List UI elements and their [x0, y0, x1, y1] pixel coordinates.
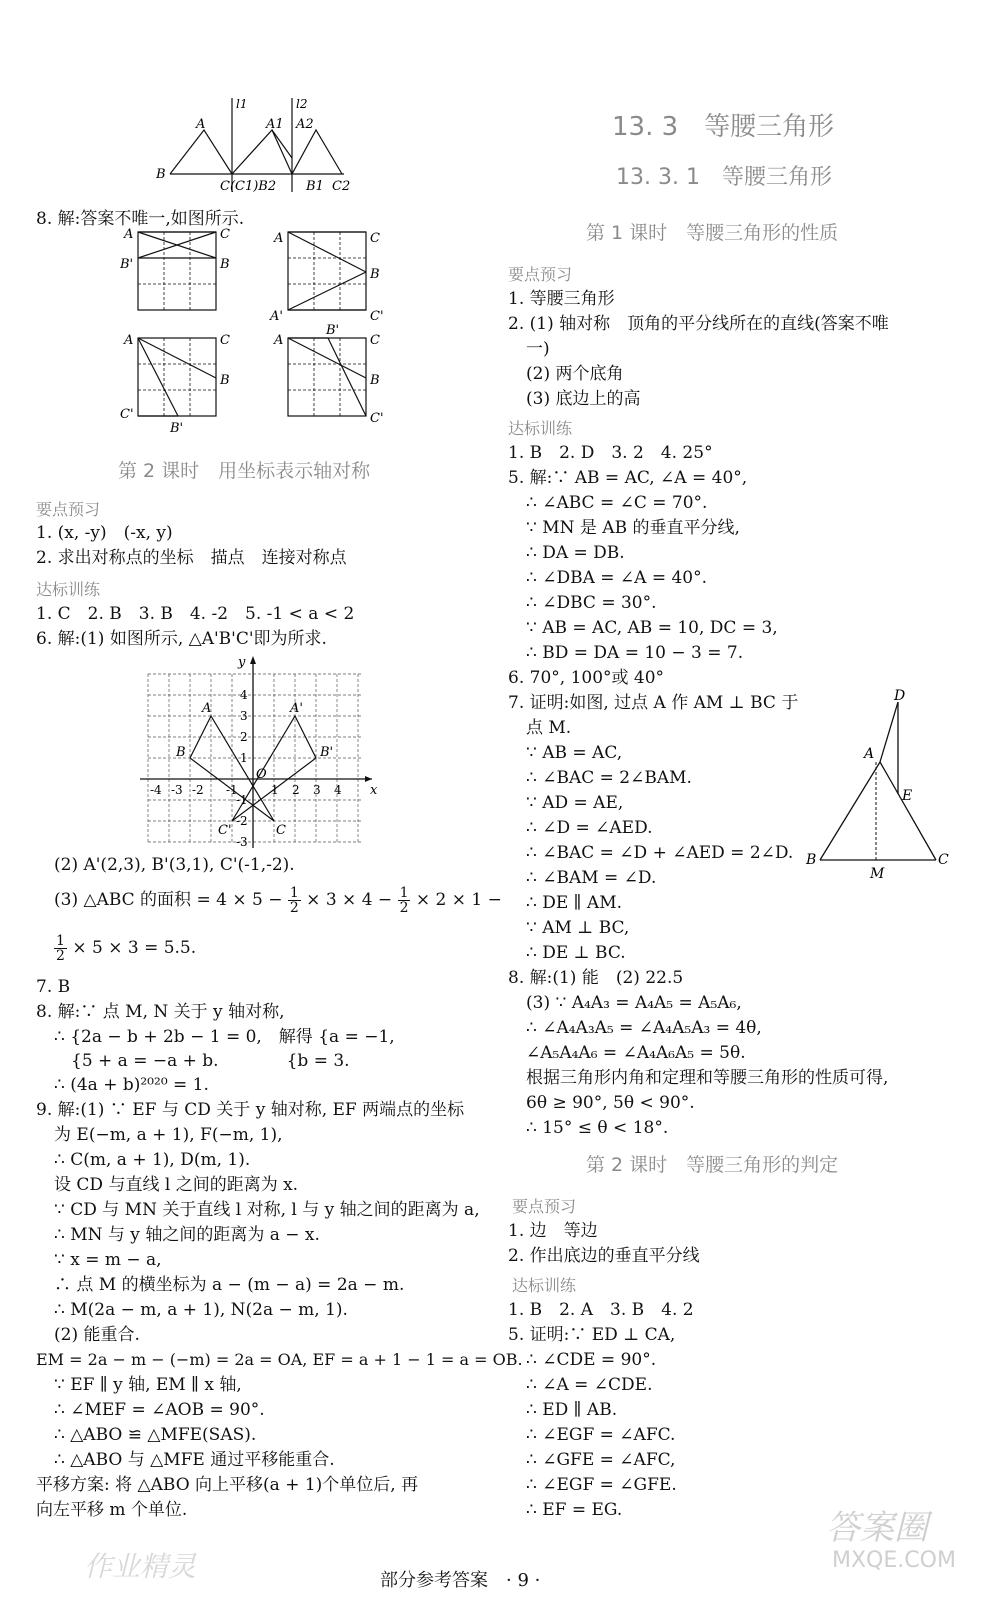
svg-text:B: B: [220, 257, 230, 272]
svg-text:B: B: [806, 852, 817, 868]
svg-text:B: B: [220, 373, 230, 388]
section-title-lesson2: 第 2 课时 用坐标表示轴对称: [118, 460, 371, 482]
svg-text:2: 2: [240, 730, 248, 744]
svg-text:A: A: [274, 333, 284, 348]
watermark-brand: 答案圈: [826, 1508, 928, 1548]
svg-text:B': B': [170, 421, 184, 436]
label-dabiao: 达标训练: [36, 580, 101, 599]
label-C: C(C1)B2: [220, 179, 277, 194]
svg-text:A: A: [864, 746, 875, 762]
svg-text:B': B': [326, 323, 340, 338]
svg-text:E: E: [902, 788, 913, 804]
svg-text:A: A: [124, 333, 134, 348]
svg-text:y: y: [238, 655, 246, 670]
section-title: 13. 3. 1 等腰三角形: [616, 165, 832, 190]
svg-text:1: 1: [240, 751, 248, 765]
svg-text:C: C: [370, 333, 380, 348]
label-l2: l2: [296, 97, 308, 111]
page-footer: 部分参考答案 · 9 ·: [380, 1570, 541, 1591]
svg-text:-3: -3: [236, 835, 248, 848]
label-A: A: [196, 117, 206, 132]
svg-text:A: A: [202, 701, 212, 716]
svg-text:A: A: [124, 228, 134, 242]
label-A1: A1: [266, 117, 284, 132]
chapter-title: 13. 3 等腰三角形: [612, 112, 835, 142]
svg-text:-4: -4: [150, 783, 162, 797]
svg-text:A: A: [274, 231, 284, 246]
label-yaodian: 要点预习: [36, 500, 101, 519]
svg-text:C': C': [370, 411, 384, 426]
svg-text:A': A': [270, 309, 283, 324]
lesson-title-1: 第 1 课时 等腰三角形的性质: [586, 222, 839, 244]
isosceles-triangle-figure: [798, 686, 958, 884]
svg-text:B: B: [370, 267, 380, 282]
label-B: B: [156, 167, 166, 182]
symmetry-figure: [156, 92, 406, 200]
svg-text:C': C': [370, 309, 384, 324]
svg-text:C': C': [218, 823, 232, 838]
svg-text:C: C: [220, 228, 230, 242]
svg-text:-1: -1: [226, 783, 238, 797]
svg-text:C: C: [220, 333, 230, 348]
svg-text:3: 3: [240, 709, 248, 723]
fraction-half: $\frac{1}{2}$: [399, 885, 409, 916]
svg-text:C: C: [370, 231, 380, 246]
fraction-half: $\frac{1}{2}$: [289, 885, 299, 916]
svg-text:3: 3: [313, 783, 321, 797]
lesson-title-2: 第 2 课时 等腰三角形的判定: [586, 1154, 839, 1176]
coordinate-figure: [140, 652, 390, 848]
svg-text:B: B: [176, 745, 186, 760]
svg-text:-1: -1: [236, 793, 248, 807]
svg-text:C': C': [120, 407, 134, 422]
svg-text:O: O: [256, 767, 267, 782]
svg-text:-3: -3: [171, 783, 183, 797]
q6-area-line: (3) △ABC 的面积 = 4 × 5 − $\frac{1}{2}$ × 3 × 4 − $\frac{1}{2}$ × 2 × 1 −: [54, 885, 502, 916]
svg-text:-2: -2: [236, 814, 248, 828]
svg-text:B': B': [120, 257, 134, 272]
svg-text:C: C: [276, 823, 286, 838]
q6-area-line-2: $\frac{1}{2}$ × 5 × 3 = 5.5.: [56, 933, 197, 964]
grid-figures: [120, 228, 440, 440]
label-A2: A2: [296, 117, 314, 132]
svg-text:M: M: [870, 866, 885, 882]
svg-text:-2: -2: [192, 783, 204, 797]
label-C2: C2: [332, 179, 351, 194]
svg-text:1: 1: [271, 783, 279, 797]
svg-text:x: x: [370, 783, 378, 798]
q8-title: 8. 解:答案不唯一,如图所示.: [36, 209, 245, 229]
svg-text:C: C: [938, 852, 949, 868]
label-l1: l1: [236, 97, 248, 111]
svg-text:B: B: [370, 373, 380, 388]
svg-text:4: 4: [334, 783, 342, 797]
svg-text:A': A': [290, 701, 303, 716]
svg-text:B': B': [320, 745, 334, 760]
svg-text:D: D: [894, 688, 906, 704]
watermark-left: 作业精灵: [84, 1550, 197, 1583]
label-B1: B1: [306, 179, 324, 194]
svg-text:2: 2: [292, 783, 300, 797]
svg-text:4: 4: [240, 688, 248, 702]
fraction-half: $\frac{1}{2}$: [56, 933, 65, 964]
watermark-url: MXQE.COM: [832, 1548, 956, 1573]
